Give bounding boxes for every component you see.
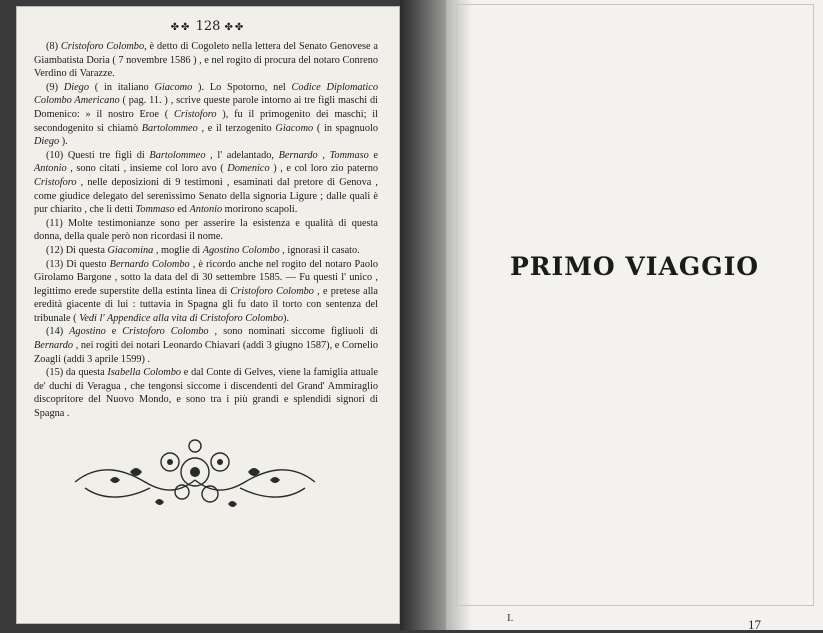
footnote-italic-text: Codice Diplomatico Colombo Americano [34,81,378,107]
footnote-text: , sono nominati siccome figliuoli di [208,326,379,338]
footnote-italic-text: Vedi l' Appendice alla vita di Cristoforo Colombo [79,312,284,324]
footnote-text: (9) [46,81,64,93]
footnote-text: ). [283,312,290,324]
footnote-italic-text: Giacomina [107,244,154,256]
footnote-italic-text: Tommaso [329,149,369,161]
footnote-text: , nelle deposizioni di 9 testimoni , esaminati dal pretore di Genova , come giudice delegato del serenissimo Senato della signoria Ligure ; dalle quali è pur chiarito , che li detti [34,176,378,216]
footnote-text: (10) Questi tre figli di [46,149,150,161]
footnote [34,366,378,420]
footnote-italic-text: Antonio [189,204,223,216]
footnote-italic-text: Agostino [69,326,106,338]
footnote-text: (12) Di questa [46,244,108,256]
footnote-text: ( in spagnuolo [313,122,378,134]
footnote-text: e [105,326,123,338]
footnote-italic-text: Isabella Colombo [107,367,182,379]
page-number-left: 128 [195,19,221,34]
footnote-text: , l' adelantado, [205,149,279,161]
footnote [34,244,378,258]
header-ornament-left-icon: ✤✤ [170,22,192,33]
footnote-italic-text: Cristoforo [34,176,77,188]
footnote-italic-text: Bernardo Colombo [109,258,190,270]
header-ornament-right-icon: ✤✤ [224,22,246,33]
signature-mark: I. [507,612,514,624]
footnote-text: (15) da questa [46,367,108,379]
footnote [34,217,378,244]
footnote-text: e dal Conte di Gelves, viene la famiglia attuale de' duchi di Veragua , che tengonsi siccome i discendenti del Grand' Ammiraglio discopritore del Nuovo Mondo, e sono tra i più grandi e splendidi signori di Spagna . [34,367,379,420]
footnote-text: morirono scapoli. [222,204,298,216]
footnote-text: ), fu il primogenito dei maschi; il secondogenito si chiamò [34,108,378,134]
footnote-italic-text: Cristoforo Colombo [230,285,314,297]
footnote-text: , è ricordo anche nel rogito del notaro Paolo Girolamo Bargone , sotto la data del dì 30 settembre 1585. — Fu questi l' unico , legittimo erede superstite della estinta linea di [34,258,378,297]
footnote [34,325,378,366]
footnote-italic-text: Cristoforo [173,108,217,120]
footnote-text: , è detto di Cogoleto nella lettera del Senato Genovese a Giambatista Doria ( 7 novembre 1586 ) , e nel rogito di procura del notaro Conreno Verdino di Varazze. [34,41,378,80]
footnote-text: ed [174,204,190,216]
footnote-text: , ignorasi il casato. [279,244,360,256]
page-header [17,19,399,34]
footnote [34,258,378,326]
footnote [34,149,378,217]
footnote-text: (13) Di questo [46,258,110,270]
footnote-text: ). [59,136,68,148]
footnote [34,81,378,149]
chapter-title: PRIMO VIAGGIO [509,252,760,281]
footnote-text: (14) [46,326,70,338]
footnote-text: ). Lo Spotorno, nel [192,81,292,93]
footnote-italic-text: Cristoforo Colombo [60,41,145,52]
page-number-right: 17 [748,617,761,632]
footnote-italic-text: Bernardo [34,340,74,352]
footnote-text: ( in italiano [88,81,155,93]
footnote-italic-text: Diego [34,136,60,148]
footnote-text: , sono citati , insieme col loro avo ( [66,163,228,175]
footnote-text: , [317,149,330,161]
footnote [34,40,378,81]
floral-vignette-icon [70,432,320,522]
footnote-italic-text: Bartolommeo [149,149,206,161]
footnote-text: (11) Molte testimonianze sono per asserire la esistenza e qualità di questa donna, della quale però non ricordasi il nome. [34,217,378,243]
footnote-text: (8) [46,41,61,52]
footnote-italic-text: Agostino Colombo [202,244,280,256]
footnote-text: , e il terzogenito [197,122,276,134]
footnote-text: ) , e col loro zio paterno [269,163,378,175]
footnote-italic-text: Bartolommeo [141,122,198,134]
footnote-italic-text: Cristoforo Colombo [122,326,209,338]
footnote-italic-text: Tommaso [135,204,175,216]
book-gutter [400,0,446,630]
footnote-text: e [368,149,378,161]
footnote-text: ( pag. 11. ) , scrive queste parole intorno ai tre figli maschi di Domenico: » il nostro Eroe ( [34,95,379,120]
footnote-text: , moglie di [153,244,203,256]
footnote-italic-text: Antonio [34,163,67,175]
footnote-italic-text: Bernardo [278,149,318,161]
footnote-text: , nei rogiti dei notari Leonardo Chiavari (addi 3 giugno 1587), e Cornelio Zoagli (addi 3 aprile 1599) . [34,340,378,365]
page-frame [456,4,814,606]
footnote-text: , e pretese alla eredità giacente di lui : tuttavia in Spagna gli fu dato il torto con sentenza del tribunale ( [34,285,378,324]
footnote-italic-text: Giacomo [275,122,314,134]
footnote-italic-text: Diego [63,81,89,93]
footnote-italic-text: Giacomo [154,81,193,93]
footnote-italic-text: Domenico [227,163,270,175]
footnotes [34,40,378,421]
